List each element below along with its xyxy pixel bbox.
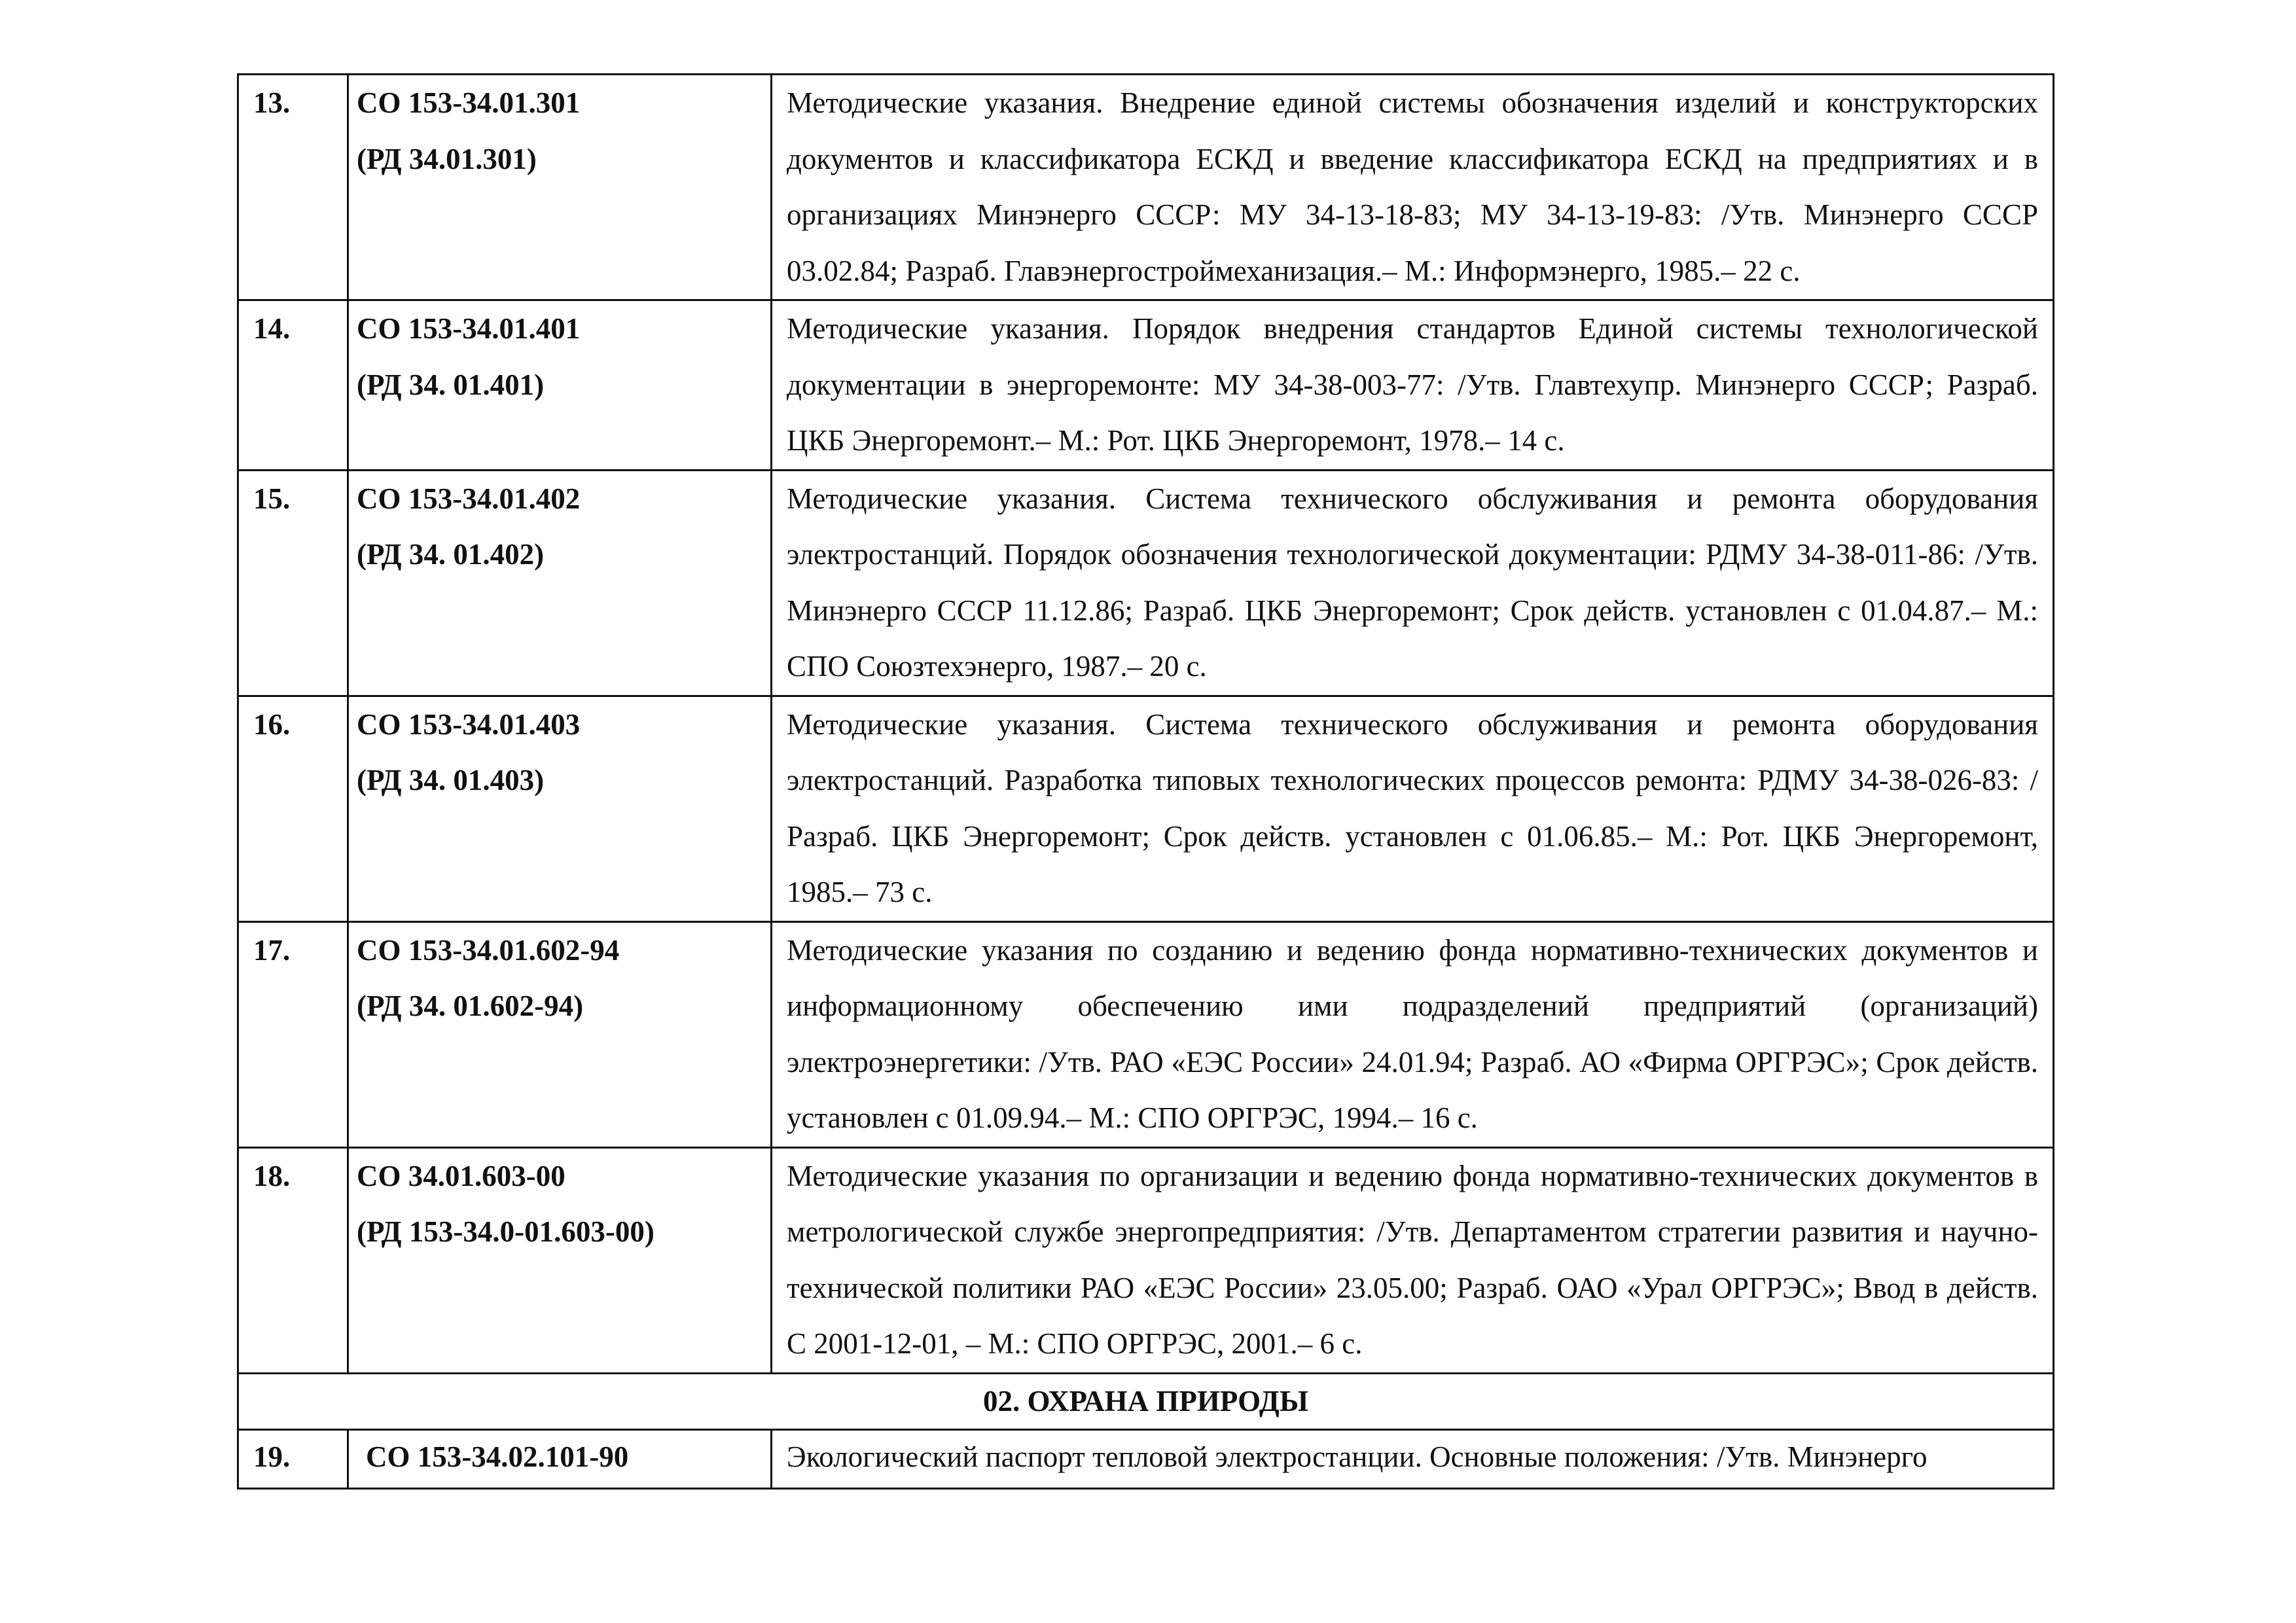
row-number: 18.	[238, 1147, 348, 1373]
so-code: СО 153-34.01.301	[357, 86, 581, 119]
row-number: 16.	[238, 696, 348, 921]
row-number: 17.	[238, 921, 348, 1147]
row-number: 13.	[238, 75, 348, 300]
table-row	[238, 1147, 2054, 1373]
document-code	[348, 921, 772, 1147]
so-code: СО 153-34.01.402	[357, 482, 581, 515]
rd-code: (РД 153-34.0-01.603-00)	[357, 1215, 655, 1248]
so-code: СО 34.01.603-00	[357, 1159, 565, 1192]
table-row	[238, 75, 2054, 300]
document-description: Методические указания. Порядок внедрения стандартов Единой системы технологической документации в энергоремонте: МУ 34-38-003-77: /Утв. Главтехупр. Минэнерго СССР; Разраб. ЦКБ Энергоремонт.– М.: Рот. ЦКБ Энергоремонт, 1978.– 14 с.	[772, 300, 2054, 471]
table-row	[238, 696, 2054, 921]
rd-code: (РД 34.01.301)	[357, 142, 537, 175]
section-header-row	[238, 1373, 2054, 1429]
rd-code: (РД 34. 01.402)	[357, 538, 545, 571]
document-code	[348, 300, 772, 471]
document-code	[348, 1147, 772, 1373]
document-description: Методические указания по организации и ведению фонда нормативно-технических документов в метрологической службе энергопредприятия: /Утв. Департаментом стратегии развития и научно-технической политики РАО «ЕЭС России» 23.05.00; Разраб. ОАО «Урал ОРГРЭС»; Ввод в действ. С 2001-12-01, – М.: СПО ОРГРЭС, 2001.– 6 с.	[772, 1147, 2054, 1373]
document-description: Методические указания. Система технического обслуживания и ремонта оборудования электростанций. Порядок обозначения технологической документации: РДМУ 34-38-011-86: /Утв. Минэнерго СССР 11.12.86; Разраб. ЦКБ Энергоремонт; Срок действ. установлен с 01.04.87.– М.: СПО Союзтехэнерго, 1987.– 20 с.	[772, 470, 2054, 696]
document-description: Методические указания. Внедрение единой системы обозначения изделий и конструкторских документов и классификатора ЕСКД и введение классификатора ЕСКД на предприятиях и в организациях Минэнерго СССР: МУ 34-13-18-83; МУ 34-13-19-83: /Утв. Минэнерго СССР 03.02.84; Разраб. Главэнергостроймеханизация.– М.: Информэнерго, 1985.– 22 с.	[772, 75, 2054, 300]
document-code	[348, 75, 772, 300]
document-code	[348, 696, 772, 921]
document-code	[348, 1429, 772, 1488]
rd-code: (РД 34. 01.403)	[357, 764, 545, 796]
table-row	[238, 300, 2054, 471]
document-description: Методические указания по созданию и ведению фонда нормативно-технических документов и информационному обеспечению ими подразделений предприятий (организаций) электроэнергетики: /Утв. РАО «ЕЭС России» 24.01.94; Разраб. АО «Фирма ОРГРЭС»; Срок действ. установлен с 01.09.94.– М.: СПО ОРГРЭС, 1994.– 16 с.	[772, 921, 2054, 1147]
section-title: 02. ОХРАНА ПРИРОДЫ	[238, 1373, 2054, 1429]
table-row	[238, 921, 2054, 1147]
row-number: 14.	[238, 300, 348, 471]
so-code: СО 153-34.02.101-90	[366, 1440, 629, 1473]
so-code: СО 153-34.01.401	[357, 312, 581, 345]
rd-code: (РД 34. 01.401)	[357, 368, 545, 401]
document-description: Методические указания. Система технического обслуживания и ремонта оборудования электростанций. Разработка типовых технологических процессов ремонта: РДМУ 34-38-026-83: /Разраб. ЦКБ Энергоремонт; Срок действ. установлен с 01.06.85.– М.: Рот. ЦКБ Энергоремонт, 1985.– 73 с.	[772, 696, 2054, 921]
standards-table	[237, 73, 2054, 1489]
table-row	[238, 1429, 2054, 1488]
so-code: СО 153-34.01.602-94	[357, 933, 620, 967]
document-description: Экологический паспорт тепловой электростанции. Основные положения: /Утв. Минэнерго	[772, 1429, 2054, 1488]
table-row	[238, 470, 2054, 696]
row-number: 19.	[238, 1429, 348, 1488]
document-code	[348, 470, 772, 696]
so-code: СО 153-34.01.403	[357, 707, 581, 741]
rd-code: (РД 34. 01.602-94)	[357, 990, 584, 1022]
row-number: 15.	[238, 470, 348, 696]
